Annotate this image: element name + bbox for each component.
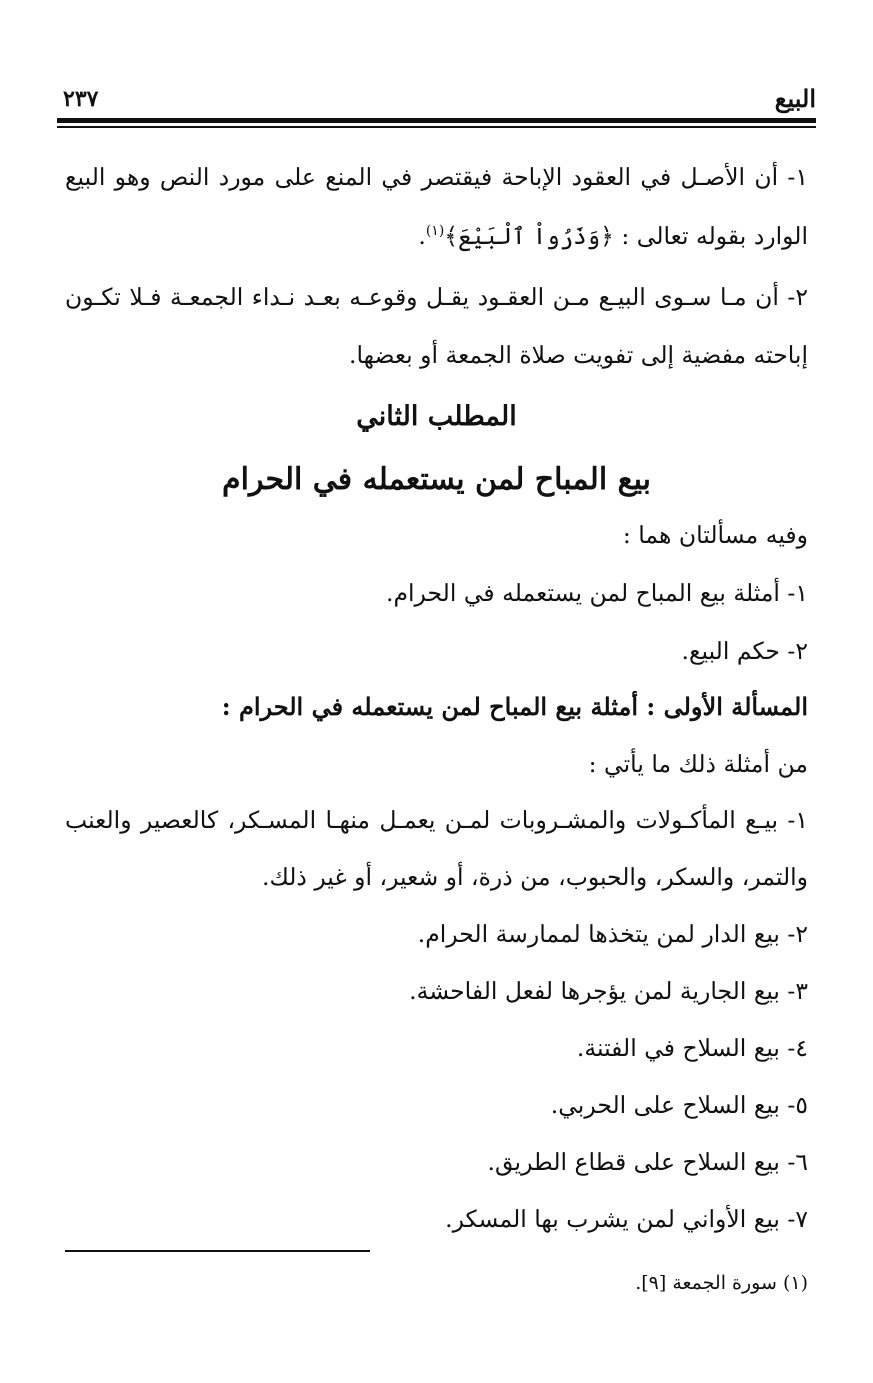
section-subtitle: بيع المباح لمن يستعمله في الحرام xyxy=(222,462,651,497)
issue-2: ٢- حكم البيع. xyxy=(681,637,808,665)
examples-intro: من أمثلة ذلك ما يأتي : xyxy=(588,750,808,778)
page-header xyxy=(57,82,816,116)
example-5: ٥- بيع السلاح على الحربي. xyxy=(550,1091,808,1119)
example-7: ٧- بيع الأواني لمن يشرب بها المسكر. xyxy=(445,1205,808,1233)
paragraph-point2-line2: إباحته مفضية إلى تفويت صلاة الجمعة أو بعضها. xyxy=(348,341,808,369)
paragraph-point1-line2 xyxy=(65,209,808,263)
point1-end: . xyxy=(418,222,426,250)
footnote-ref: (١) xyxy=(425,223,445,240)
example-4: ٤- بيع السلاح في الفتنة. xyxy=(576,1034,808,1062)
paragraph-point1-line1: ١- أن الأصـل في العقود الإباحة فيقتصر في المنع على مورد النص وهو البيع xyxy=(65,163,808,191)
example-6: ٦- بيع السلاح على قطاع الطريق. xyxy=(487,1148,808,1176)
header-rule-thin xyxy=(57,126,816,128)
point1-prefix: الوارد بقوله تعالى : ﴿ xyxy=(600,222,808,250)
example-1-line1: ١- بيـع المأكـولات والمشـروبات لمـن يعمـل منهـا المسـكر، كالعصير والعنب xyxy=(65,806,808,834)
issue-1: ١- أمثلة بيع المباح لمن يستعمله في الحرام. xyxy=(385,579,808,607)
header-rule-thick xyxy=(57,118,816,123)
point1-close: ﴾ xyxy=(444,222,459,250)
footnote-rule xyxy=(65,1250,370,1252)
footnote: (١) سورة الجمعة [٩]. xyxy=(635,1272,808,1294)
example-2: ٢- بيع الدار لمن يتخذها لممارسة الحرام. xyxy=(417,920,808,948)
intro-text: وفيه مسألتان هما : xyxy=(622,521,808,549)
section-title: المطلب الثاني xyxy=(356,401,517,432)
running-title: البيع xyxy=(774,84,816,113)
example-3: ٣- بيع الجارية لمن يؤجرها لفعل الفاحشة. xyxy=(409,977,808,1005)
quran-verse: وَذَرُواْ ٱلْبَيْعَ xyxy=(458,224,601,250)
page-number: ٢٣٧ xyxy=(63,86,99,112)
paragraph-point2-line1: ٢- أن مـا سـوى البيـع مـن العقـود يقـل وقوعـه بعـد نـداء الجمعـة فـلا تكـون xyxy=(65,283,808,311)
issue-heading: المسألة الأولى : أمثلة بيع المباح لمن يستعمله في الحرام : xyxy=(221,692,808,721)
example-1-line2: والتمر، والسكر، والحبوب، من ذرة، أو شعير، أو غير ذلك. xyxy=(261,863,808,891)
